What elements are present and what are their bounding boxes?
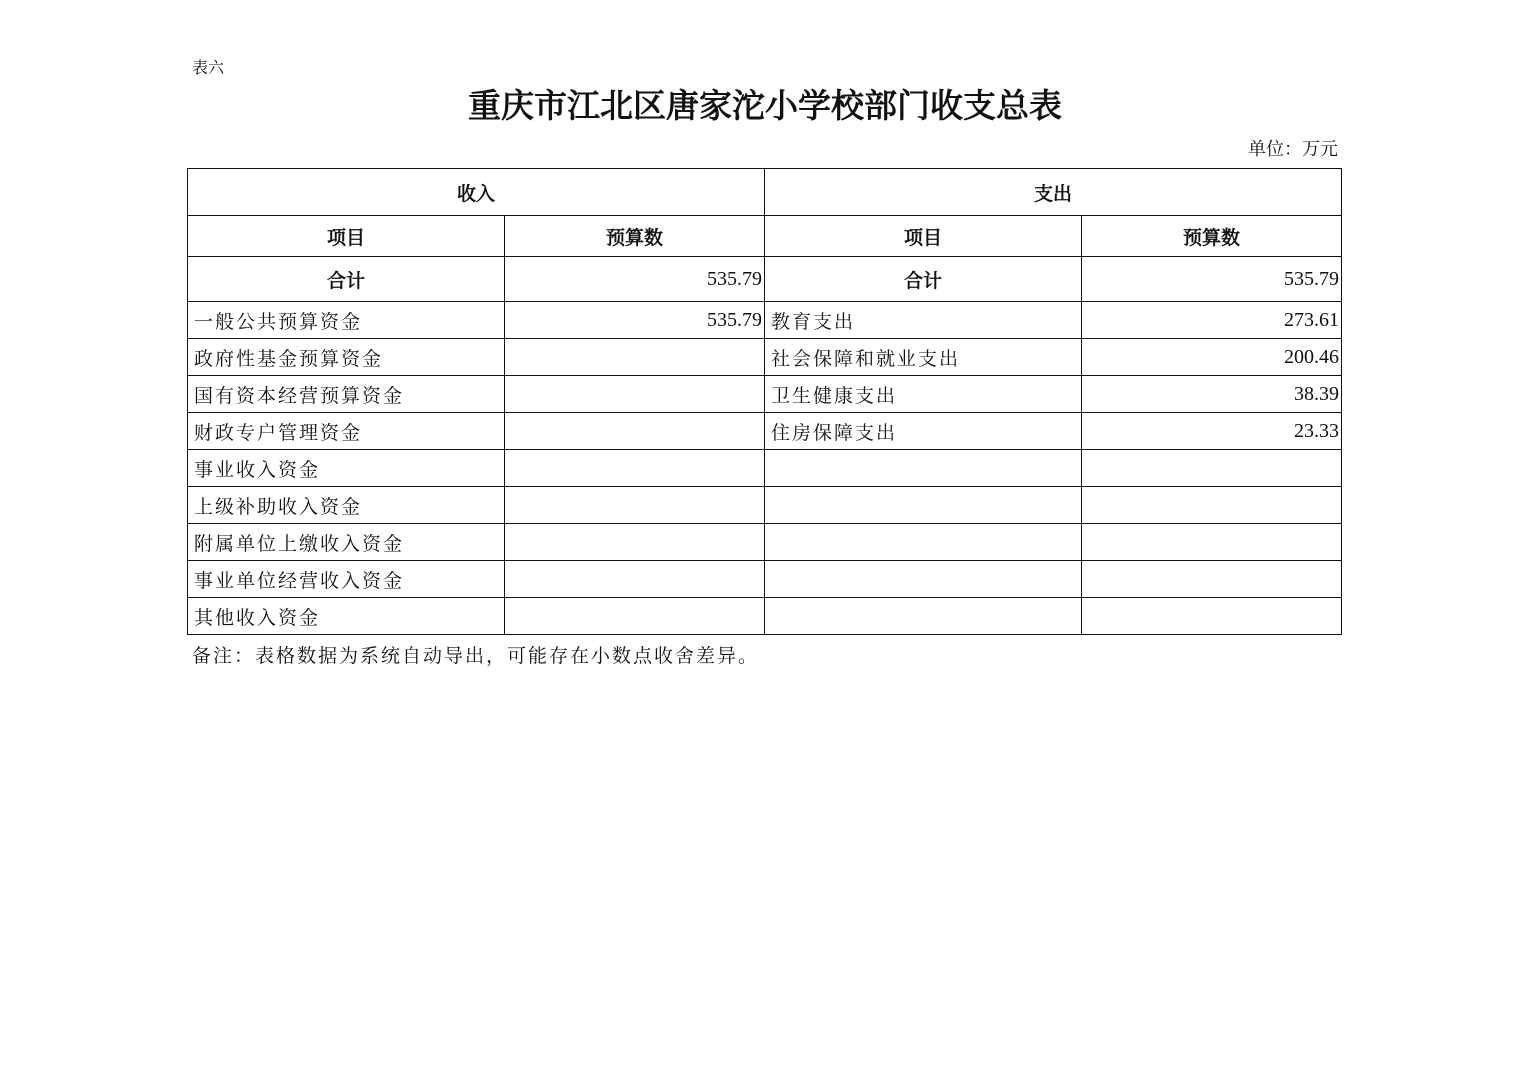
income-total-value: 535.79 [505,257,765,302]
income-value-cell [505,561,765,598]
income-value-cell [505,413,765,450]
income-item-cell: 国有资本经营预算资金 [188,376,505,413]
income-value-cell [505,376,765,413]
expense-item-cell: 社会保障和就业支出 [765,339,1082,376]
expense-value-cell [1082,450,1342,487]
income-item-cell: 附属单位上缴收入资金 [188,524,505,561]
expense-value-cell [1082,487,1342,524]
table-row [188,413,1342,450]
expense-item-cell [765,450,1082,487]
expense-item-cell [765,598,1082,635]
total-row [188,257,1342,302]
income-item-cell: 一般公共预算资金 [188,302,505,339]
expense-value-cell: 273.61 [1082,302,1342,339]
table-row [188,376,1342,413]
income-item-cell: 其他收入资金 [188,598,505,635]
expense-item-cell: 住房保障支出 [765,413,1082,450]
expense-item-cell: 卫生健康支出 [765,376,1082,413]
group-header-row [188,169,1342,216]
column-header-row [188,216,1342,257]
income-group-header: 收入 [188,169,765,216]
income-value-cell: 535.79 [505,302,765,339]
table-row [188,524,1342,561]
table-row [188,487,1342,524]
income-value-cell [505,598,765,635]
income-item-cell: 财政专户管理资金 [188,413,505,450]
expense-value-cell [1082,524,1342,561]
income-item-cell: 事业收入资金 [188,450,505,487]
income-value-cell [505,524,765,561]
table-row [188,302,1342,339]
expense-item-cell [765,487,1082,524]
expense-item-cell [765,561,1082,598]
income-value-cell [505,339,765,376]
expense-item-header: 项目 [765,216,1082,257]
expense-value-cell [1082,598,1342,635]
table-number-label: 表六 [192,58,225,77]
unit-label: 单位：万元 [1248,139,1338,160]
income-value-cell [505,450,765,487]
table-row [188,561,1342,598]
page-title: 重庆市江北区唐家沱小学校部门收支总表 [468,86,1062,125]
income-item-cell: 上级补助收入资金 [188,487,505,524]
expense-item-cell: 教育支出 [765,302,1082,339]
income-total-label: 合计 [188,257,505,302]
expense-value-cell: 200.46 [1082,339,1342,376]
table-body [188,302,1342,635]
expense-total-label: 合计 [765,257,1082,302]
table-row [188,450,1342,487]
expense-group-header: 支出 [765,169,1342,216]
income-item-cell: 事业单位经营收入资金 [188,561,505,598]
income-item-cell: 政府性基金预算资金 [188,339,505,376]
table-row [188,339,1342,376]
expense-budget-header: 预算数 [1082,216,1342,257]
expense-value-cell [1082,561,1342,598]
expense-total-value: 535.79 [1082,257,1342,302]
table-row [188,598,1342,635]
income-value-cell [505,487,765,524]
footnote: 备注：表格数据为系统自动导出，可能存在小数点收舍差异。 [192,645,760,667]
income-budget-header: 预算数 [505,216,765,257]
income-item-header: 项目 [188,216,505,257]
expense-item-cell [765,524,1082,561]
expense-value-cell: 38.39 [1082,376,1342,413]
expense-value-cell: 23.33 [1082,413,1342,450]
budget-summary-table [187,168,1342,635]
